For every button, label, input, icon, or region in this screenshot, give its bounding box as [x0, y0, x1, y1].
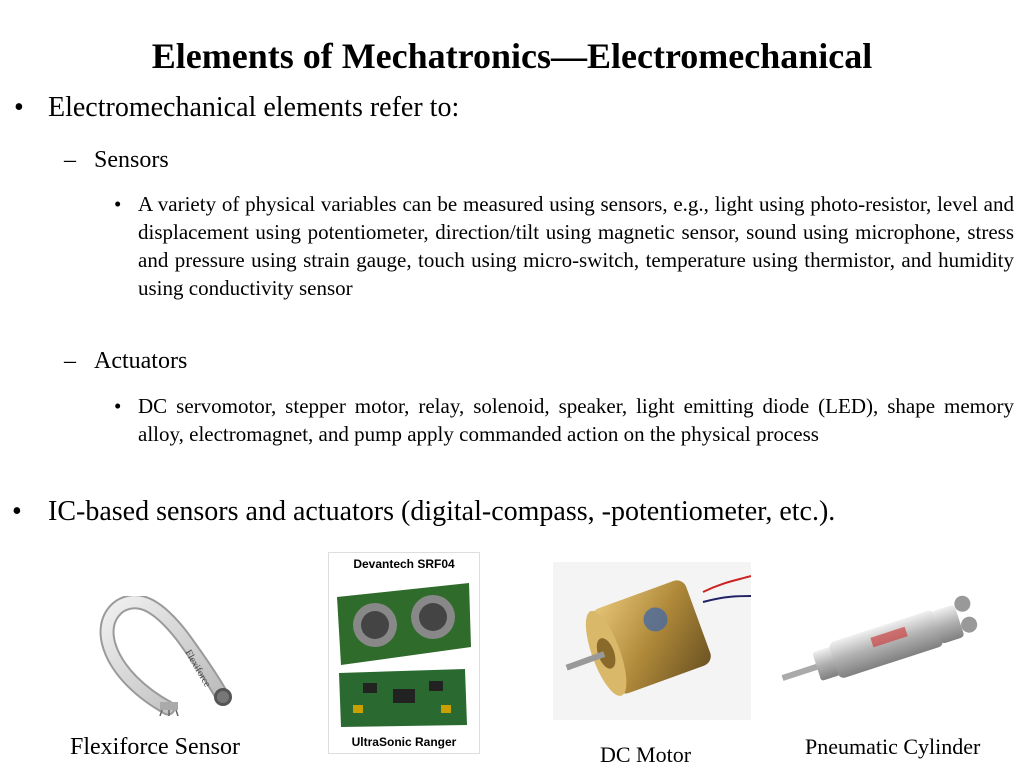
srf04-bottom-label: UltraSonic Ranger: [351, 735, 457, 749]
bullet-mark: •: [12, 496, 22, 527]
sensors-heading: Sensors: [94, 147, 169, 173]
bullet-mark: •: [114, 394, 122, 418]
sub-bullet-actuators: [64, 345, 188, 377]
actuators-detail: [114, 392, 1014, 448]
ultrasonic-board-icon: [333, 577, 475, 727]
actuators-heading: Actuators: [94, 348, 188, 374]
dash-mark: –: [64, 348, 76, 374]
bullet-ic-based: [12, 494, 1013, 530]
sensors-detail: [114, 190, 1014, 302]
srf04-image: [328, 552, 480, 754]
bullet-intro: [14, 88, 460, 128]
pneumatic-cylinder-image: [772, 592, 982, 692]
pneumatic-cylinder-caption: Pneumatic Cylinder: [805, 734, 981, 759]
bullet-intro-text: Electromechanical elements refer to:: [48, 92, 460, 123]
bullet-ic-based-text: IC-based sensors and actuators (digital-compass, -potentiometer, etc.).: [48, 496, 836, 527]
flexiforce-sensor-image: [90, 596, 240, 716]
sub-bullet-sensors: [64, 144, 169, 176]
slide-title: Elements of Mechatronics—Electromechanical: [151, 36, 873, 76]
dc-motor-caption: DC Motor: [600, 742, 692, 767]
actuators-detail-text: DC servomotor, stepper motor, relay, solenoid, speaker, light emitting diode (LED), shape memory alloy, electromagnet, and pump apply commanded action on the physical process: [138, 394, 1014, 446]
flexiforce-caption: Flexiforce Sensor: [70, 734, 240, 760]
flexiforce-label: Flexiforce: [182, 648, 213, 690]
bullet-mark: •: [14, 92, 24, 123]
dash-mark: –: [64, 147, 76, 173]
bullet-mark: •: [114, 192, 122, 216]
sensors-detail-text: A variety of physical variables can be measured using sensors, e.g., light using photo-resistor, level and displacement using potentiometer, direction/tilt using magnetic sensor, sound using microphone, stress and pressure using strain gauge, touch using micro-switch, temperature using thermistor, and humidity using conductivity sensor: [138, 192, 1014, 300]
srf04-top-label: Devantech SRF04: [353, 557, 455, 571]
dc-motor-image: [553, 562, 751, 720]
